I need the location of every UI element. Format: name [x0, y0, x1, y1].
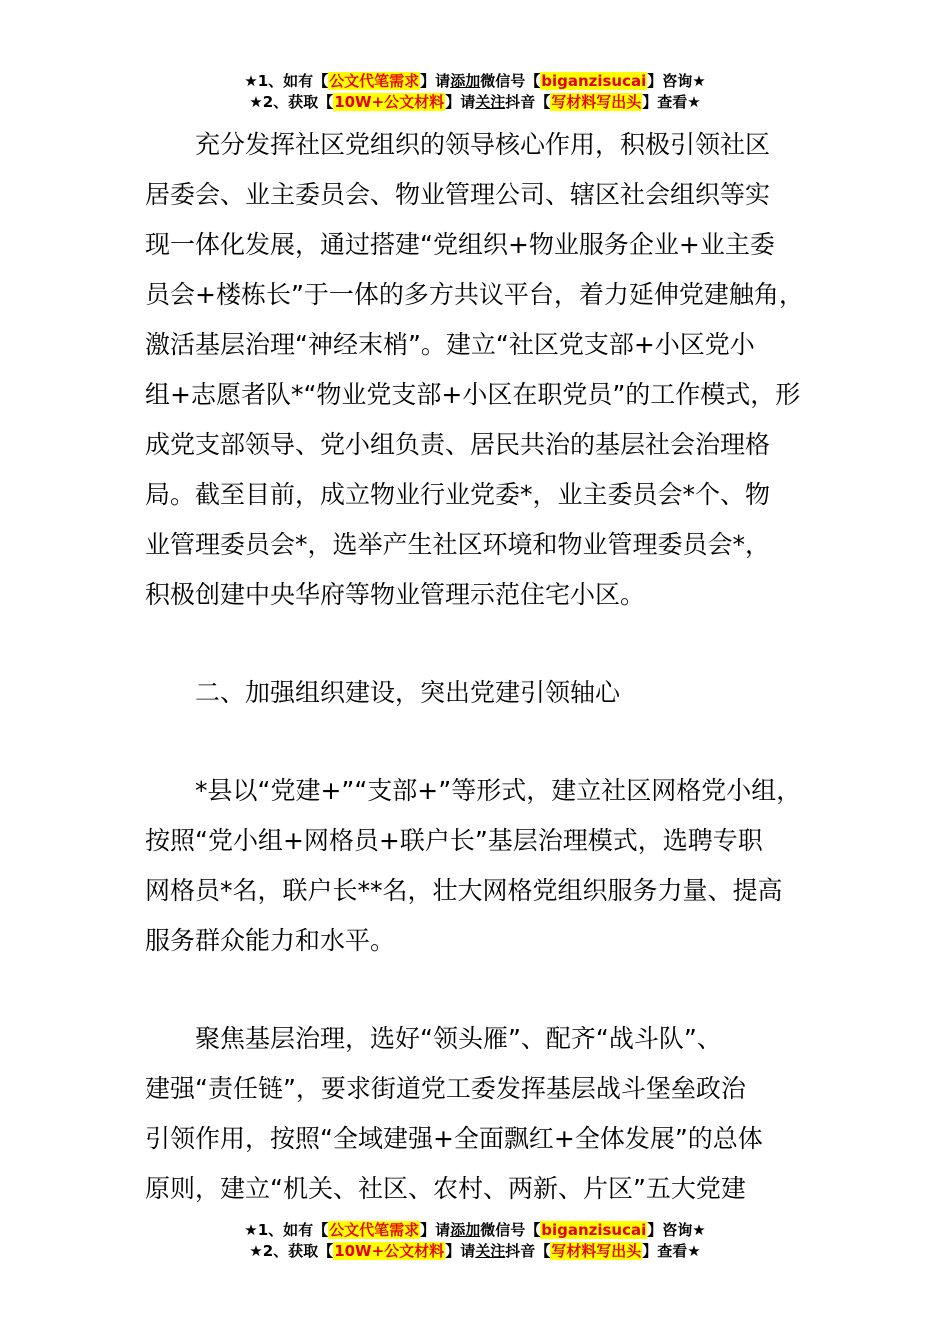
text-line: 员会+楼栋长”于一体的多方共议平台，着力延伸党建触角， [145, 280, 804, 309]
banner-highlight: 写材料写出头 [551, 93, 642, 111]
paragraph-gap [145, 966, 835, 1014]
promo-banner-bottom [0, 1220, 950, 1262]
banner-text: 微信号【 [480, 72, 541, 90]
banner-text: ★1、如有【 [244, 72, 329, 90]
text-line: 积极创建中央华府等物业管理示范住宅小区。 [145, 580, 646, 609]
paragraph-1 [145, 120, 835, 620]
banner-highlight: 公文代笔需求 [329, 72, 420, 90]
banner-text: 抖音【 [505, 1242, 551, 1260]
text-line: 充分发挥社区党组织的领导核心作用，积极引领社区 [195, 130, 771, 159]
text-line: 引领作用，按照“全域建强+全面飘红+全体发展”的总体 [145, 1124, 763, 1153]
text-line: 现一体化发展，通过搭建“党组织+物业服务企业+业主委 [145, 230, 775, 259]
banner-text: 】请 [420, 1221, 451, 1239]
text-line: 组+志愿者队*“物业党支部+小区在职党员”的工作模式，形 [145, 380, 801, 409]
text-line: 激活基层治理“神经末梢”。建立“社区党支部+小区党小 [145, 330, 755, 359]
banner-text: 微信号【 [480, 1221, 541, 1239]
banner-line-1 [0, 1220, 950, 1241]
banner-text: 】咨询★ [647, 72, 706, 90]
banner-text: 】咨询★ [647, 1221, 706, 1239]
section-heading [145, 668, 835, 718]
paragraph-3 [145, 1014, 835, 1214]
text-line: 居委会、业主委员会、物业管理公司、辖区社会组织等实 [145, 180, 771, 209]
text-line: 网格员*名，联户长**名，壮大网格党组织服务力量、提高 [145, 876, 783, 905]
banner-text: ★2、获取【 [249, 1242, 334, 1260]
document-body [145, 120, 835, 1214]
banner-highlight: 10W+公文材料 [334, 93, 445, 111]
banner-highlight: biganzisucai [541, 1221, 647, 1239]
banner-text: 】请 [445, 93, 476, 111]
banner-highlight: 10W+公文材料 [334, 1242, 445, 1260]
promo-banner-top [0, 71, 950, 113]
banner-emphasis: 添加 [450, 72, 481, 90]
banner-text: ★2、获取【 [249, 93, 334, 111]
banner-text: 】查看★ [642, 93, 701, 111]
text-line: 原则，建立“机关、社区、农村、两新、片区”五大党建 [145, 1174, 746, 1203]
banner-highlight: 写材料写出头 [551, 1242, 642, 1260]
banner-emphasis: 关注 [475, 1242, 506, 1260]
banner-emphasis: 关注 [475, 93, 506, 111]
banner-text: 】请 [445, 1242, 476, 1260]
banner-line-1 [0, 71, 950, 92]
banner-text: 】查看★ [642, 1242, 701, 1260]
banner-text: 】请 [420, 72, 451, 90]
text-line: 按照“党小组+网格员+联户长”基层治理模式，选聘专职 [145, 826, 763, 855]
banner-line-2 [0, 1241, 950, 1262]
banner-highlight: biganzisucai [541, 72, 647, 90]
paragraph-2 [145, 766, 835, 966]
text-line: 成党支部领导、党小组负责、居民共治的基层社会治理格 [145, 430, 771, 459]
paragraph-gap [145, 620, 835, 668]
heading-text: 二、加强组织建设，突出党建引领轴心 [195, 678, 621, 707]
banner-text: 抖音【 [505, 93, 551, 111]
paragraph-gap [145, 718, 835, 766]
text-line: 建强“责任链”，要求街道党工委发挥基层战斗堡垒政治 [145, 1074, 746, 1103]
banner-emphasis: 添加 [450, 1221, 481, 1239]
text-line: 局。截至目前，成立物业行业党委*，业主委员会*个、物 [145, 480, 771, 509]
text-line: 业管理委员会*，选举产生社区环境和物业管理委员会*， [145, 530, 771, 559]
banner-highlight: 公文代笔需求 [329, 1221, 420, 1239]
banner-line-2 [0, 92, 950, 113]
banner-text: ★1、如有【 [244, 1221, 329, 1239]
text-line: 服务群众能力和水平。 [145, 926, 396, 955]
text-line: *县以“党建+”“支部+”等形式，建立社区网格党小组， [195, 776, 802, 805]
text-line: 聚焦基层治理，选好“领头雁”、配齐“战斗队”、 [195, 1024, 722, 1053]
